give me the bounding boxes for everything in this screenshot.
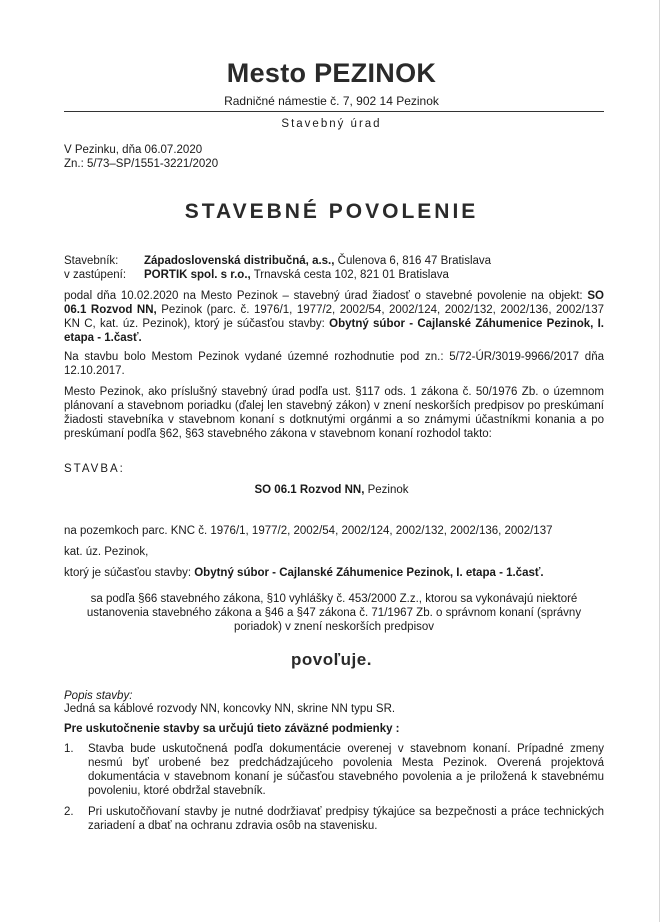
description-text: Jedná sa káblové rozvody NN, koncovky NN, skrine NN typu SR. bbox=[64, 703, 396, 715]
header-divider bbox=[64, 111, 604, 112]
builder-name: Západoslovenská distribučná, a.s., bbox=[144, 255, 335, 267]
represented-row bbox=[64, 268, 604, 282]
stavba-object-place: Pezinok bbox=[364, 484, 409, 496]
decision-word: povoľuje. bbox=[291, 650, 372, 669]
stavba-part-of bbox=[64, 566, 544, 580]
stavba-object bbox=[0, 484, 663, 496]
zoning-decision: Na stavbu bolo Mestom Pezinok vydané územné rozhodnutie pod zn.: 5/72-ÚR/3019-9966/2017 dňa 12.10.2017. bbox=[64, 351, 604, 377]
builder-label: Stavebník: bbox=[64, 255, 119, 267]
document-title: STAVEBNÉ POVOLENIE bbox=[184, 200, 479, 223]
application-text-a: podal dňa 10.02.2020 na Mesto Pezinok – stavebný úrad žiadosť o stavebné povolenie na objekt: bbox=[64, 290, 588, 302]
application-paragraph bbox=[64, 289, 604, 345]
stavba-part-of-label: ktorý je súčasťou stavby: bbox=[64, 567, 195, 579]
parties-block bbox=[64, 254, 604, 282]
condition-item bbox=[64, 742, 604, 798]
reference-number: Zn.: 5/73–SP/1551-3221/2020 bbox=[64, 158, 219, 170]
represented-label: v zastúpení: bbox=[64, 269, 127, 281]
stavba-part-of-complex: Obytný súbor - Cajlanské Záhumenice Pezinok, I. etapa - 1.časť. bbox=[194, 567, 544, 579]
builder-row bbox=[64, 254, 604, 268]
condition-item bbox=[64, 805, 604, 833]
office-name: Stavebný úrad bbox=[281, 118, 382, 130]
application-text-b: Pezinok (parc. č. 1976/1, 1977/2, 2002/54, 2002/124, 2002/132, 2002/136, 2002/137 KN C, kat. úz. Pezinok), ktorý je súčasťou stavby: bbox=[64, 304, 604, 330]
place-date: V Pezinku, dňa 06.07.2020 bbox=[64, 144, 203, 156]
city-name: Mesto PEZINOK bbox=[226, 58, 437, 88]
application-object: SO 06.1 Rozvod NN, bbox=[64, 290, 604, 316]
builder-address: Čulenova 6, 816 47 Bratislava bbox=[334, 255, 492, 267]
stavba-cadastre: kat. úz. Pezinok, bbox=[64, 546, 149, 558]
condition-number: 2. bbox=[64, 806, 74, 818]
city-address: Radničné námestie č. 7, 902 14 Pezinok bbox=[224, 94, 439, 108]
legal-basis: sa podľa §66 stavebného zákona, §10 vyhlášky č. 453/2000 Z.z., ktorou sa vykonávajú niektoré ustanovenia stavebného zákona a §46 a §47 zákona č. 71/1967 Zb. o správnom konaní (správny poriadok) v znení neskorších predpisov bbox=[86, 593, 582, 633]
condition-text: Stavba bude uskutočnená podľa dokumentácie overenej v stavebnom konaní. Prípadné zmeny nesmú byť urobené bez predchádzajúceho povolenia Mesta Pezinok. Overená projektová dokumentácia v stavebnom konaní je súčasťou stavebného povolenia a je priložená k stavebnému povoleniu, ktoré obdržal stavebník. bbox=[88, 743, 604, 797]
represented-name: PORTIK spol. s r.o., bbox=[144, 269, 251, 281]
stavba-object-name: SO 06.1 Rozvod NN, bbox=[254, 484, 365, 496]
page-edge-line bbox=[659, 0, 660, 922]
application-complex: Obytný súbor - Cajlanské Záhumenice Pezinok, I. etapa - 1.časť. bbox=[64, 318, 604, 344]
conditions-heading: Pre uskutočnenie stavby sa určujú tieto záväzné podmienky : bbox=[64, 723, 400, 735]
stavba-parcels: na pozemkoch parc. KNC č. 1976/1, 1977/2, 2002/54, 2002/124, 2002/132, 2002/136, 2002/137 bbox=[64, 525, 553, 537]
authority-statement: Mesto Pezinok, ako príslušný stavebný úrad podľa ust. §117 ods. 1 zákona č. 50/1976 Zb. o územnom plánovaní a stavebnom poriadku (ďalej len stavebný zákon) v znení neskorších predpisov po preskúmaní žiadosti stavebníka v stavebnom konaní s dotknutými orgánmi a so známymi účastníkmi konania a po preskúmaní podľa §62, §63 stavebného zákona v stavebnom konaní rozhodol takto: bbox=[64, 386, 604, 440]
condition-number: 1. bbox=[64, 743, 74, 755]
description-label: Popis stavby: bbox=[64, 690, 133, 702]
represented-address: Trnavská cesta 102, 821 01 Bratislava bbox=[250, 269, 449, 281]
condition-text: Pri uskutočňovaní stavby je nutné dodržiavať predpisy týkajúce sa bezpečnosti a práce technických zariadení a dbať na ochranu zdravia osôb na stavenisku. bbox=[88, 806, 604, 832]
stavba-label: STAVBA: bbox=[64, 463, 125, 475]
